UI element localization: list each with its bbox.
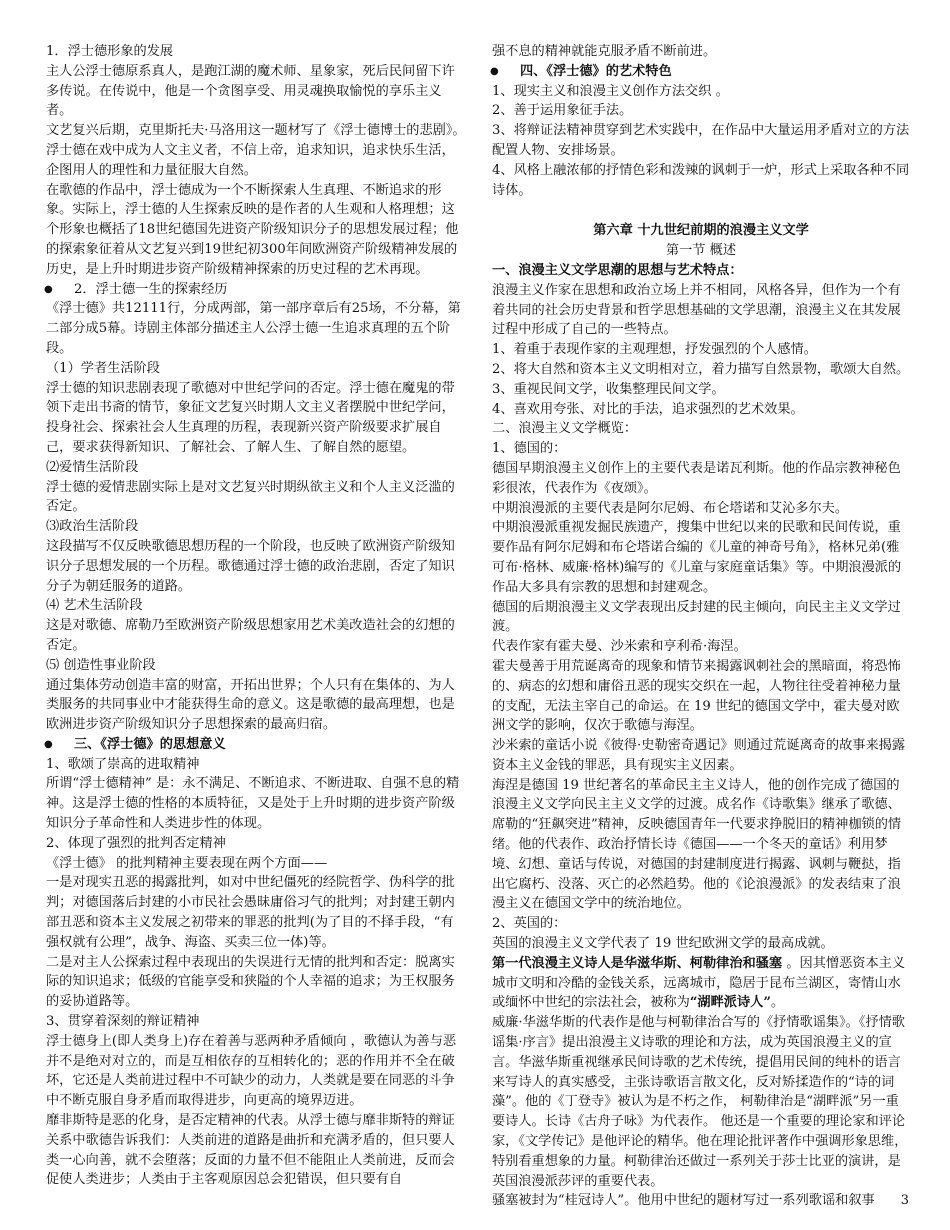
paragraph: ⑵爱情生活阶段 bbox=[46, 459, 139, 475]
paragraph: 德国早期浪漫主义创作上的主要代表是诺瓦利斯。他的作品宗教神秘色彩很浓，代表作为《夜颂》。 bbox=[492, 460, 901, 496]
paragraph: 2、英国的： bbox=[492, 916, 567, 932]
text-run: 。因其憎恶资本主义城市文明和冷酷的金钱关系，远离城市，隐居于昆布兰湖区，寄情山水或缅怀中世纪的宗法社会，被称为 bbox=[492, 955, 906, 1011]
paragraph: 主人公浮士德原系真人，是跑江湖的魔术师、星象家，死后民间留下许多传说。在传说中，他是一个贪图享受、用灵魂换取愉悦的享乐主义者。 bbox=[46, 63, 455, 119]
paragraph: 靡非斯特是恶的化身，是否定精神的代表。从浮士德与靡非斯特的辩证关系中歌德告诉我们：人类前进的道路是曲折和充满矛盾的，但只要人类一心向善，就不会堕落；反面的力量不但不能阻止人类前进，反而会促使人类进步；人类由于主客观原因总会犯错误，但只要有自 bbox=[46, 1113, 455, 1188]
section-heading bbox=[492, 62, 910, 82]
paragraph: 第一节 概述 bbox=[665, 243, 737, 259]
bullet-text: 四、《浮士德》的艺术特色 bbox=[520, 63, 672, 79]
paragraph: 通过集体劳动创造丰富的财富，开拓出世界；个人只有在集体的、为人类服务的共同事业中才能获得生命的意义。这是歌德的最高理想，也是欧洲进步资产阶级知识分子思想探索的最高归宿。 bbox=[46, 677, 455, 733]
paragraph: 一、浪漫主义文学思潮的思想与艺术特点： bbox=[492, 262, 743, 278]
paragraph: ⑷ 艺术生活阶段 bbox=[46, 598, 143, 614]
bullet-text: 三、《浮士德》的思想意义 bbox=[74, 736, 226, 752]
right-column bbox=[492, 42, 910, 1211]
paragraph: 英国的浪漫主义文学代表了 19 世纪欧洲文学的最高成就。 bbox=[492, 936, 834, 952]
bullet-text: 2．浮士德一生的探索经历 bbox=[74, 281, 228, 297]
paragraph: 4、风格上融浓郁的抒情色彩和泼辣的讽刺于一炉，形式上采取各种不同诗体。 bbox=[492, 162, 910, 198]
paragraph: 《浮士德》 的批判精神主要表现在两个方面—— bbox=[46, 855, 328, 871]
paragraph bbox=[492, 954, 910, 1013]
paragraph: 沙米索的童话小说《彼得·史勒密奇遇记》则通过荒诞离奇的故事来揭露资本主义金钱的罪恶，具有现实主义因素。 bbox=[492, 738, 906, 773]
paragraph: 一是对现实丑恶的揭露批判，如对中世纪僵死的经院哲学、伪科学的批判；对德国落后封建的小市民社会愚昧庸俗习气的批判；对封建王朝内部丑恶和资本主义发展之初带来的罪恶的批判(为了目的不择手段，“有强权就有公理”，战争、海盗、买卖三位一体)等。 bbox=[46, 875, 455, 950]
paragraph: 2、善于运用象征手法。 bbox=[492, 103, 633, 119]
paragraph: 4、喜欢用夸张、对比的手法，追求强烈的艺术效果。 bbox=[492, 401, 804, 417]
paragraph: 这段描写不仅反映歌德思想历程的一个阶段，也反映了欧洲资产阶级知识分子思想发展的一个历程。歌德通过浮士德的政治悲剧，否定了知识分子为朝廷服务的道路。 bbox=[46, 538, 455, 594]
text-run: “湖畔派诗人” bbox=[689, 995, 771, 1011]
paragraph: 浮士德身上(即人类身上)存在着善与恶两种矛盾倾向 ，歌德认为善与恶并不是绝对对立的，而是互相依存的互相转化的；恶的作用并不全在破坏，它还是人类前进过程中不可缺少的动力，人类就是要在同恶的斗争中不断克服自身矛盾而取得进步，向更高的境界迈进。 bbox=[46, 1033, 457, 1109]
text-run: 。 bbox=[770, 995, 785, 1011]
paragraph: 1、现实主义和浪漫主义创作方法交织 。 bbox=[492, 83, 729, 99]
paragraph: 霍夫曼善于用荒诞离奇的现象和情节来揭露讽刺社会的黑暗面，将恐怖的、病态的幻想和庸俗丑恶的现实交织在一起，人物往往受着神秘力量的支配，无法主宰自己的命运。在 19 世纪的德国文学中，霍夫曼对欧洲文学的影响，仅次于歌德与海涅。 bbox=[492, 658, 901, 734]
paragraph: （1）学者生活阶段 bbox=[46, 360, 160, 376]
paragraph: 这是对歌德、席勒乃至欧洲资产阶级思想家用艺术美改造社会的幻想的否定。 bbox=[46, 618, 455, 653]
page-number: 3 bbox=[900, 1193, 909, 1208]
text-run: 第一代浪漫主义诗人是华滋华斯、柯勒律治和骚塞 bbox=[492, 955, 783, 971]
paragraph: 2、体现了强烈的批判否定精神 bbox=[46, 835, 226, 851]
paragraph: 德国的后期浪漫主义文学表现出反封建的民主倾向，向民主主义文学过渡。 bbox=[492, 599, 901, 635]
section-heading bbox=[46, 735, 466, 755]
paragraph: 浮士德的知识悲剧表现了歌德对中世纪学问的否定。浮士德在魔鬼的带领下走出书斋的情节，象征文艺复兴时期人文主义者摆脱中世纪学问，投身社会、探索社会人生真理的历程，表现新兴资产阶级要求扩展自己，要求获得新知识、了解社会、了解人生、了解自然的愿望。 bbox=[46, 380, 455, 455]
paragraph: 文艺复兴后期，克里斯托夫·马洛用这一题材写了《浮士德博士的悲剧》。浮士德在戏中成为人文主义者，不信上帝，追求知识，追求快乐生活，企图用人的理性和力量征服大自然。 bbox=[46, 123, 466, 178]
paragraph: ⑶政治生活阶段 bbox=[46, 519, 139, 535]
paragraph: 二是对主人公探索过程中表现出的失误进行无情的批判和否定：脱离实际的知识追求；低级的官能享受和狭隘的个人幸福的追求；为王权服务的妥协道路等。 bbox=[46, 954, 455, 1010]
paragraph: 1、着重于表现作家的主观理想，抒发强烈的个人感情。 bbox=[492, 342, 817, 358]
paragraph: 3、将辩证法精神贯穿到艺术实践中，在作品中大量运用矛盾对立的方法配置人物、安排场景。 bbox=[492, 123, 910, 158]
paragraph: 强不息的精神就能克服矛盾不断前进。 bbox=[492, 44, 717, 59]
paragraph: 海涅是德国 19 世纪著名的革命民主主义诗人，他的创作完成了德国的浪漫主义文学向民主主义文学的过渡。成名作《诗歌集》继承了歌德、席勒的“狂飙突进”精神，反映德国青年一代要求挣脱旧的精神枷锁的情绪。他的代表作、政治抒情长诗《德国——一个冬天的童话》利用梦境、幻想、童话与传说，对德国的封建制度进行揭露、讽刺与鞭挞，指出它腐朽、没落、灭亡的必然趋势。他的《论浪漫派》的发表结束了浪漫主义在德国文学中的统治地位。 bbox=[492, 777, 902, 912]
section-heading bbox=[46, 280, 466, 300]
paragraph: 浮士德的爱情悲剧实际上是对文艺复兴时期纵欲主义和个人主义泛滥的否定。 bbox=[46, 479, 455, 515]
paragraph: 代表作家有霍夫曼、沙米索和亨利希·海涅。 bbox=[492, 639, 747, 655]
paragraph: 1、歌颂了崇高的进取精神 bbox=[46, 756, 200, 772]
paragraph: 浪漫主义作家在思想和政治立场上并不相同，风格各异，但作为一个有着共同的社会历史背景和哲学思想基础的文学思潮，浪漫主义在其发展过程中形成了自己的一些特点。 bbox=[492, 282, 901, 338]
paragraph: 3、重视民间文学，收集整理民间文学。 bbox=[492, 381, 725, 397]
paragraph: 中期浪漫派的主要代表是阿尔尼姆、布仑塔诺和艾沁多尔夫。 bbox=[492, 500, 849, 516]
paragraph: ⑸ 创造性事业阶段 bbox=[46, 657, 156, 673]
chapter-title: 第六章 十九世纪前期的浪漫主义文学 bbox=[593, 223, 809, 239]
paragraph: 骚塞被封为“桂冠诗人”。他用中世纪的题材写过一系列歌谣和叙事 bbox=[492, 1193, 875, 1209]
paragraph: 2、将大自然和资本主义文明相对立，着力描写自然景物，歌颂大自然。 bbox=[492, 361, 910, 377]
paragraph: 二、浪漫主义文学概览： bbox=[492, 421, 638, 437]
left-column bbox=[46, 42, 466, 1190]
paragraph: 中期浪漫派重视发掘民族遗产，搜集中世纪以来的民歌和民间传说，重要作品有阿尔尼姆和布仑塔诺合编的《儿童的神奇号角》，格林兄弟(雅可布·格林、威廉·格林)编写的《儿童与家庭童话集》等。中期浪漫派的作品大多具有宗教的思想和封建观念。 bbox=[492, 520, 902, 595]
paragraph: 1、德国的： bbox=[492, 441, 567, 457]
paragraph: 3、贯穿着深刻的辩证精神 bbox=[46, 1014, 200, 1030]
paragraph: 《浮士德》共12111行，分成两部，第一部序章后有25场，不分幕，第二部分成5幕。诗剧主体部分描述主人公浮士德一生追求真理的五个阶段。 bbox=[46, 301, 461, 356]
paragraph: 威廉·华滋华斯的代表作是他与柯勒律治合写的《抒情歌谣集》。《抒情歌谣集·序言》提出浪漫主义诗歌的理论和方法，成为英国浪漫主义的宣言。华滋华斯重视继承民间诗歌的艺术传统，提倡用民间的纯朴的语言来写诗人的真实感受，主张诗歌语言散文化，反对矫揉造作的“诗的词藻”。他的《丁登寺》被认为是不朽之作， 柯勒律治是“湖畔派”另一重要诗人。长诗《古舟子咏》为代表作。 他还是一个重要的理论家和评论家，《文学传记》是他评论的精华。他在理论批评著作中强调形象思维，特别看重想象的力量。柯勒律治还做过一系列关于莎士比亚的演讲，是英国浪漫派莎评的重要代表。 bbox=[492, 1015, 908, 1189]
paragraph: 在歌德的作品中，浮士德成为一个不断探索人生真理、不断追求的形象。实际上，浮士德的人生探索反映的是作者的人生观和人格理想；这个形象也概括了18世纪德国先进资产阶级知识分子的思想发展过程；他的探索象征着从文艺复兴到19世纪初300年间欧洲资产阶级精神发展的历史，是上升时期进步资产阶级精神探索的历史过程的艺术再现。 bbox=[46, 182, 459, 277]
paragraph: 所谓“浮士德精神” 是：永不满足、不断追求、不断进取、自强不息的精神。这是浮士德的性格的本质特征，又是处于上升时期的进步资产阶级知识分子革命性和人类进步性的体现。 bbox=[46, 776, 460, 832]
paragraph: 1．浮士德形象的发展 bbox=[46, 44, 174, 59]
